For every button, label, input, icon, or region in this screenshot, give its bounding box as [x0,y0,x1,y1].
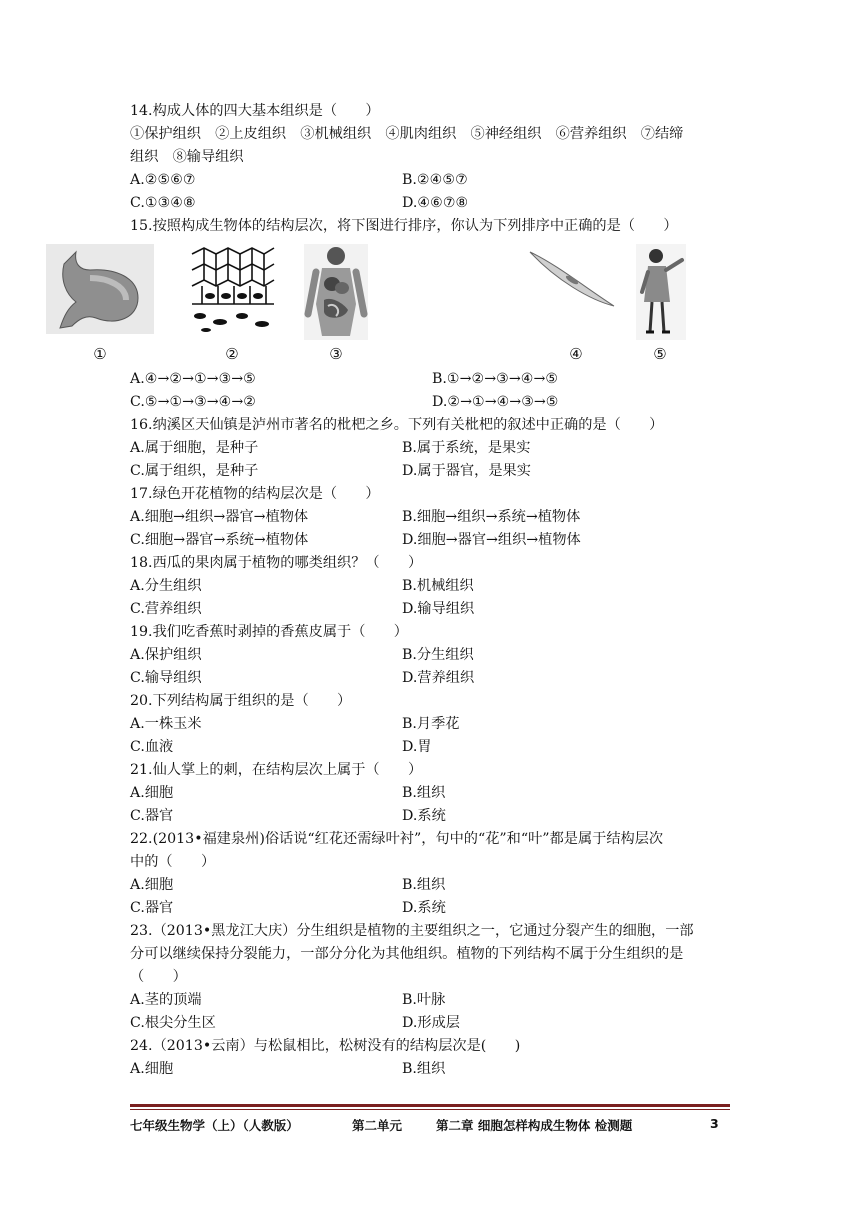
answer-option: A.②⑤⑥⑦ [130,172,196,188]
question-23 [130,920,730,1035]
answer-option: B.组织 [402,877,446,893]
option-row [130,437,730,460]
answer-option: B.细胞→组织→系统→植物体 [402,509,581,525]
question-stem-continued: ①保护组织 ②上皮组织 ③机械组织 ④肌肉组织 ⑤神经组织 ⑥营养组织 ⑦结缔 [130,126,684,142]
answer-option: C.根尖分生区 [130,1015,216,1031]
question-stem-continued: 中的（ ） [130,854,216,870]
question-stem: 21.仙人掌上的刺，在结构层次上属于（ ） [130,762,423,778]
person-illustration [636,244,686,344]
question-stem: 15.按照构成生物体的结构层次，将下图进行排序，你认为下列排序中正确的是（ ） [130,218,678,234]
answer-option: A.保护组织 [130,647,202,663]
figure-label: ⑤ [653,345,667,363]
question-19 [130,621,730,690]
answer-option: C.细胞→器官→系统→植物体 [130,532,309,548]
answer-option: B.机械组织 [402,578,474,594]
answer-option: A.细胞 [130,1061,174,1077]
answer-option: C.营养组织 [130,601,202,617]
option-row [130,506,730,529]
question-15 [93,215,730,414]
option-row [130,529,730,552]
footer-chapter: 第二章 细胞怎样构成生物体 检测题 [436,1118,633,1133]
answer-option: B.叶脉 [402,992,446,1008]
option-row [130,805,730,828]
answer-option: C.器官 [130,900,174,916]
question-stem: 16.纳溪区天仙镇是泸州市著名的枇杷之乡。下列有关枇杷的叙述中正确的是（ ） [130,417,664,433]
answer-option: A.一株玉米 [130,716,202,732]
answer-option: B.分生组织 [402,647,474,663]
figure-label: ③ [329,345,343,363]
option-row [130,713,730,736]
page-footer [130,1104,730,1134]
footer-rule-thick [130,1104,730,1107]
question-stem: 19.我们吃香蕉时剥掉的香蕉皮属于（ ） [130,624,408,640]
option-row [130,782,730,805]
option-row [130,460,730,483]
footer-unit: 第二单元 [352,1118,403,1133]
figure-row [93,238,730,368]
question-stem-continued: （ ） [130,969,187,985]
answer-option: B.组织 [402,785,446,801]
question-21 [130,759,730,828]
option-row [130,644,730,667]
answer-option: C.血液 [130,739,174,755]
answer-option: D.系统 [402,808,446,824]
answer-option: D.②→①→④→③→⑤ [432,394,559,410]
answer-option: C.⑤→①→③→④→② [130,394,257,410]
question-stem-continued: 分可以继续保持分裂能力，一部分分化为其他组织。植物的下列结构不属于分生组织的是 [130,946,684,962]
option-row [130,575,730,598]
footer-book-title: 七年级生物学（上）（人教版） [130,1118,299,1133]
answer-option: D.属于器官，是果实 [402,463,531,479]
option-row [130,368,730,391]
question-stem: 22.(2013•福建泉州)俗话说“红花还需绿叶衬”，句中的“花”和“叶”都是属于结构层次 [130,831,664,847]
tissue-cells-illustration [190,244,276,338]
answer-option: C.①③④⑧ [130,195,196,211]
answer-option: C.器官 [130,808,174,824]
option-row [130,897,730,920]
answer-option: D.营养组织 [402,670,475,686]
figure-label: ② [225,345,239,363]
answer-option: C.输导组织 [130,670,202,686]
muscle-cell-illustration [526,244,618,318]
option-row [130,736,730,759]
option-row [130,874,730,897]
question-stem-continued: 组织 ⑧输导组织 [130,149,244,165]
question-stem: 17.绿色开花植物的结构层次是（ ） [130,486,380,502]
footer-page-number: 3 [710,1116,719,1131]
answer-option: A.属于细胞，是种子 [130,440,259,456]
option-row [130,1058,730,1081]
document-body [93,100,730,1081]
option-row [130,391,730,414]
answer-option: A.细胞 [130,877,174,893]
question-17 [130,483,730,552]
answer-option: B.②④⑤⑦ [402,172,468,188]
figure-label: ④ [569,345,583,363]
answer-option: A.分生组织 [130,578,202,594]
question-18 [130,552,730,621]
answer-option: D.输导组织 [402,601,475,617]
answer-option: B.①→②→③→④→⑤ [432,371,559,387]
answer-option: D.形成层 [402,1015,460,1031]
option-row [130,192,730,215]
answer-option: D.④⑥⑦⑧ [402,195,469,211]
answer-option: A.茎的顶端 [130,992,202,1008]
question-16 [130,414,730,483]
question-stem: 14.构成人体的四大基本组织是（ ） [130,103,380,119]
answer-option: A.细胞→组织→器官→植物体 [130,509,309,525]
option-row [130,1012,730,1035]
question-20 [130,690,730,759]
question-22 [130,828,730,920]
option-row [130,169,730,192]
option-row [130,598,730,621]
question-stem: 24.（2013•云南）与松鼠相比，松树没有的结构层次是( ) [130,1038,521,1054]
footer-rule-thin [130,1109,730,1110]
answer-option: C.属于组织，是种子 [130,463,259,479]
question-24 [130,1035,730,1081]
figure-label: ① [93,345,107,363]
human-organs-illustration [304,244,368,344]
option-row [130,989,730,1012]
answer-option: B.月季花 [402,716,460,732]
question-stem: 18.西瓜的果肉属于植物的哪类组织？（ ） [130,555,423,571]
stomach-illustration [46,244,154,338]
question-14 [130,100,730,215]
answer-option: B.组织 [402,1061,446,1077]
answer-option: D.胃 [402,739,432,755]
answer-option: D.细胞→器官→组织→植物体 [402,532,581,548]
answer-option: D.系统 [402,900,446,916]
answer-option: B.属于系统，是果实 [402,440,531,456]
question-stem: 23.（2013•黑龙江大庆）分生组织是植物的主要组织之一，它通过分裂产生的细胞，一部 [130,923,694,939]
question-stem: 20.下列结构属于组织的是（ ） [130,693,352,709]
answer-option: A.④→②→①→③→⑤ [130,371,256,387]
option-row [130,667,730,690]
answer-option: A.细胞 [130,785,174,801]
